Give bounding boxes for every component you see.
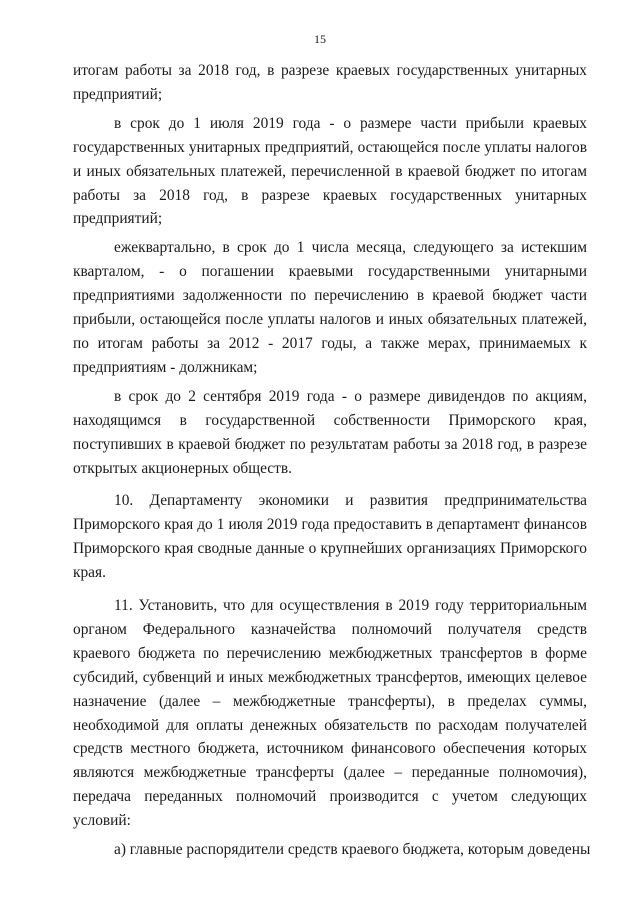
document-body — [73, 59, 591, 862]
page-number: 15 — [314, 32, 326, 46]
paragraph-quarterly-debt-report: ежеквартально, в срок до 1 числа месяца, следующего за истекшим кварталом, - о погашении краевыми государственными унитарными предприятиями задолженности по перечислению в краевой бюджет части прибыли, остающейся после уплаты налогов и иных обязательных платежей, по итогам работы за 2012 - 2017 годы, а также мерах, принимаемых к предприятиям - должникам; — [73, 239, 587, 376]
paragraph-subitem-a: а) главные распорядители средств краевого бюджета, которым доведены — [114, 841, 591, 859]
paragraph-profit-share-report: в срок до 1 июля 2019 года - о размере части прибыли краевых государственных унитарных предприятий, остающейся после уплаты налогов и иных обязательных платежей, перечисленной в краевой бюджет по итогам работы за 2018 год, в разрезе краевых государственных унитарных предприятий; — [73, 114, 587, 228]
paragraph-continuation: итогам работы за 2018 год, в разрезе краевых государственных унитарных предприятий; — [73, 62, 587, 103]
paragraph-item-10: 10. Департаменту экономики и развития предпринимательства Приморского края до 1 июля 2019 года предоставить в департамент финансов Приморского края сводные данные о крупнейших организациях Приморского края. — [73, 492, 587, 582]
paragraph-item-11: 11. Установить, что для осуществления в 2019 году территориальным органом Федерального казначейства полномочий получателя средств краевого бюджета по перечислению межбюджетных трансфертов в форме субсидий, субвенций и иных межбюджетных трансфертов, имеющих целевое назначение (далее – межбюджетные трансферты), в пределах суммы, необходимой для оплаты денежных обязательств по расходам получателей средств местного бюджета, источником финансового обеспечения которых являются межбюджетные трансферты (далее – переданные полномочия), передача переданных полномочий производится с учетом следующих условий: — [73, 597, 587, 830]
paragraph-dividends-report: в срок до 2 сентября 2019 года - о размере дивидендов по акциям, находящимся в государственной собственности Приморского края, поступивших в краевой бюджет по результатам работы за 2018 год, в разрезе открытых акционерных обществ. — [73, 387, 587, 477]
